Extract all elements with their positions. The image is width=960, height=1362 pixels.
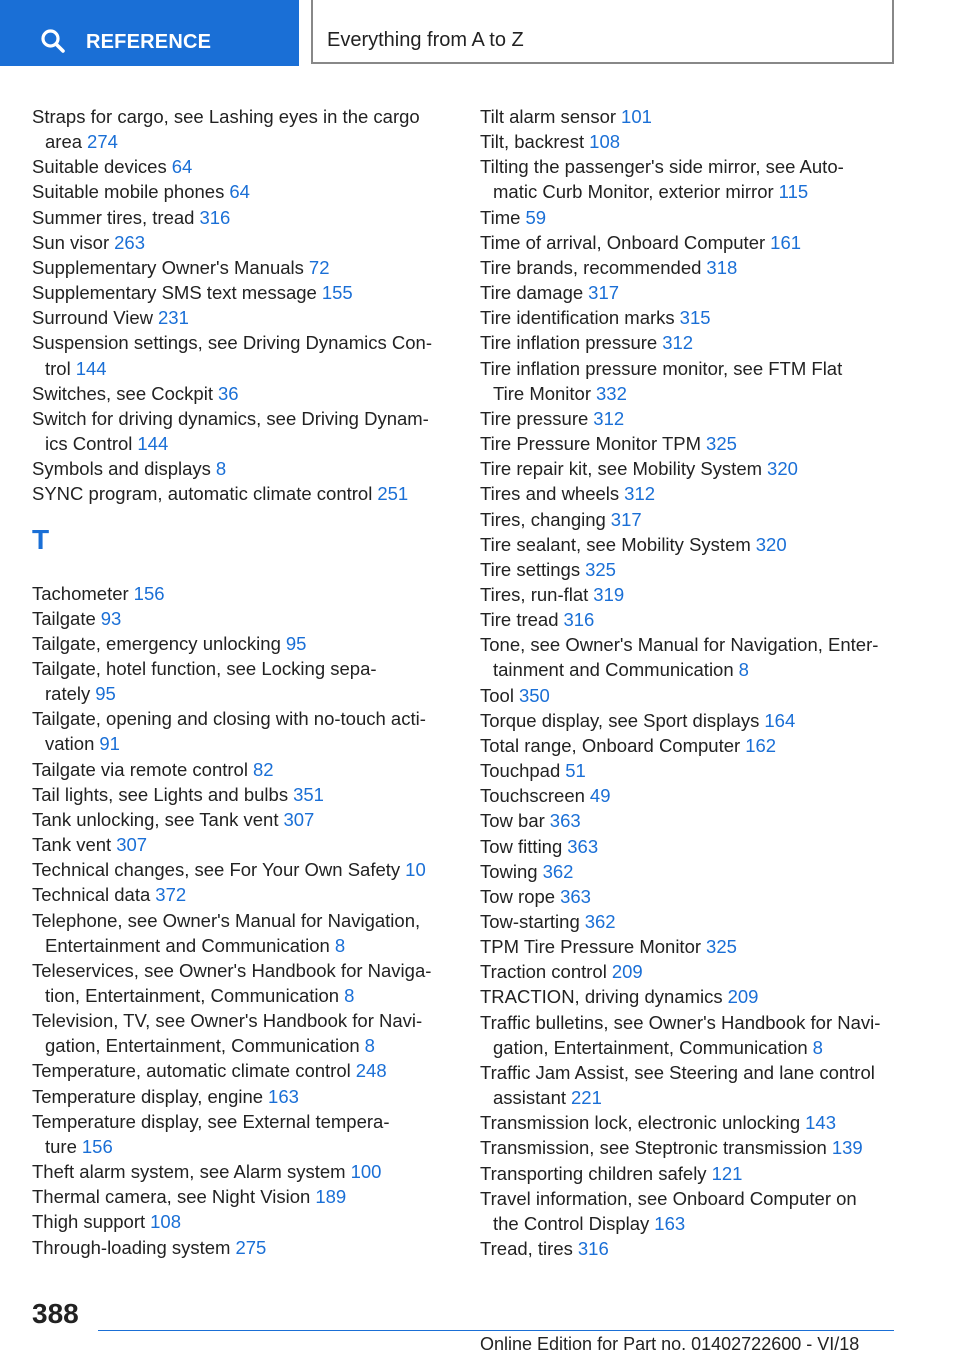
index-entry xyxy=(480,607,910,632)
index-entry-text: Supplementary Owner's Manuals xyxy=(32,256,304,278)
index-entry-text: Temperature display, engine xyxy=(32,1085,264,1107)
index-entry xyxy=(32,782,452,807)
index-entry-text: Tire damage xyxy=(480,282,584,304)
index-entry xyxy=(32,330,452,380)
index-entry-text: Torque display, see Sport displays xyxy=(480,709,760,731)
index-entry-text: Thermal camera, see Night Vision xyxy=(32,1186,311,1208)
index-entry xyxy=(32,1159,452,1184)
index-entry xyxy=(32,857,452,882)
index-entry xyxy=(32,908,452,958)
index-entry-text: Theft alarm system, see Alarm system xyxy=(32,1161,346,1183)
index-entry-text: Tailgate, hotel function, see Locking sepa- xyxy=(32,657,377,679)
index-entry-text: Tire sealant, see Mobility System xyxy=(480,533,751,555)
index-entry-text: Tailgate, opening and closing with no-touch acti- xyxy=(32,708,426,730)
page-link[interactable]: 100 xyxy=(350,1161,382,1183)
index-entry xyxy=(32,205,452,230)
page-link[interactable]: 363 xyxy=(560,885,591,907)
index-entry-text: Tow-starting xyxy=(480,911,580,932)
index-entry-text: SYNC program, automatic climate control xyxy=(32,483,373,505)
index-entry-text: Tires, run-flat xyxy=(480,583,589,605)
index-entry xyxy=(480,1161,910,1186)
page-link[interactable]: 362 xyxy=(584,911,616,932)
index-entry xyxy=(32,1235,452,1260)
page-link[interactable]: 156 xyxy=(81,1135,113,1157)
index-entry xyxy=(480,683,910,708)
page-link[interactable]: 263 xyxy=(114,231,145,253)
index-entry-text: Suitable mobile phones xyxy=(32,181,225,203)
page-link[interactable]: 144 xyxy=(75,357,107,379)
index-entry-continuation: ture xyxy=(45,1135,77,1157)
index-entry xyxy=(480,507,910,532)
page-link[interactable]: 144 xyxy=(137,433,169,455)
page-link[interactable]: 325 xyxy=(706,433,737,455)
index-entry xyxy=(480,708,910,733)
page-link[interactable]: 95 xyxy=(95,683,116,705)
index-entry-text: Tilt, backrest xyxy=(480,131,585,153)
index-entry xyxy=(32,706,452,756)
index-entry-text: Tilting the passenger's side mirror, see Auto- xyxy=(480,156,844,178)
index-entry-text: Tool xyxy=(480,684,514,706)
page-link[interactable]: 8 xyxy=(215,458,227,480)
page-link[interactable]: 307 xyxy=(116,834,148,856)
index-entry-text: Travel information, see Onboard Computer on xyxy=(480,1187,857,1209)
index-entry xyxy=(480,129,910,154)
reference-tab-label: REFERENCE xyxy=(86,31,212,53)
page-link[interactable]: 350 xyxy=(518,684,550,706)
index-entry-text: Tailgate xyxy=(32,607,96,629)
page-link[interactable]: 315 xyxy=(679,307,711,329)
index-entry-text: Tow bar xyxy=(480,810,545,832)
index-entry xyxy=(480,154,910,204)
index-entry xyxy=(480,1010,910,1060)
page-link[interactable]: 209 xyxy=(611,961,643,983)
index-entry xyxy=(32,656,452,706)
index-entry-text: Tires and wheels xyxy=(480,483,620,505)
page-link[interactable]: 8 xyxy=(364,1035,375,1057)
index-entry-text: Tailgate, emergency unlocking xyxy=(32,632,281,654)
page-link[interactable]: 362 xyxy=(542,860,574,882)
index-entry xyxy=(480,1110,910,1135)
index-entry xyxy=(32,280,452,305)
index-entry xyxy=(480,1060,910,1110)
index-entry-text: Summer tires, tread xyxy=(32,206,195,228)
page-link[interactable]: 59 xyxy=(525,206,547,228)
index-entry xyxy=(32,381,452,406)
page-link[interactable]: 325 xyxy=(585,558,616,580)
index-entry-continuation: tion, Entertainment, Communication xyxy=(45,985,340,1006)
index-entry-text: Tow rope xyxy=(480,885,556,907)
index-entry-continuation: area xyxy=(45,131,83,153)
page-link[interactable]: 49 xyxy=(589,785,611,807)
page-link[interactable]: 312 xyxy=(662,332,694,354)
index-entry xyxy=(480,280,910,305)
page-link[interactable]: 95 xyxy=(285,632,307,654)
index-entry xyxy=(32,1109,452,1159)
page-link[interactable]: 108 xyxy=(589,131,621,153)
page-link[interactable]: 312 xyxy=(624,483,656,505)
page-link[interactable]: 274 xyxy=(87,131,118,153)
index-entry-continuation: vation xyxy=(45,733,95,755)
section-tab[interactable] xyxy=(311,0,894,64)
page-link[interactable]: 325 xyxy=(706,936,737,958)
page-link[interactable]: 363 xyxy=(567,835,599,857)
index-entry-continuation: ics Control xyxy=(45,433,133,455)
index-entry-text: Traffic bulletins, see Owner's Handbook for Navi- xyxy=(480,1011,881,1033)
index-entry-continuation: matic Curb Monitor, exterior mirror xyxy=(493,181,774,203)
page-link[interactable]: 51 xyxy=(565,760,586,782)
page-link[interactable]: 8 xyxy=(344,985,355,1006)
index-entry-text: Tread, tires xyxy=(480,1238,573,1260)
index-entry-continuation: Tire Monitor xyxy=(493,382,592,404)
index-entry xyxy=(480,481,910,506)
page-link[interactable]: 312 xyxy=(593,407,625,429)
page-link[interactable]: 189 xyxy=(315,1186,347,1208)
page-link[interactable]: 156 xyxy=(133,582,165,604)
page-link[interactable]: 161 xyxy=(770,231,802,253)
index-entry xyxy=(32,958,452,1008)
page-link[interactable]: 307 xyxy=(283,808,315,830)
reference-tab[interactable] xyxy=(0,0,299,66)
index-entry-text: Tire settings xyxy=(480,558,581,580)
index-entry xyxy=(480,884,910,909)
index-entry-text: Tires, changing xyxy=(480,508,606,530)
page-link[interactable]: 163 xyxy=(654,1212,686,1234)
index-entry xyxy=(480,582,910,607)
index-entry xyxy=(32,1008,452,1058)
index-entry xyxy=(480,909,910,934)
index-entry-text: Tire brands, recommended xyxy=(480,256,702,278)
index-entry-text: Time xyxy=(480,206,521,228)
page-link[interactable]: 316 xyxy=(199,206,231,228)
page-link[interactable]: 317 xyxy=(610,508,642,530)
index-entry-text: Tank vent xyxy=(32,834,112,856)
index-entry xyxy=(480,104,910,129)
index-entry-text: Switch for driving dynamics, see Driving Dynam- xyxy=(32,407,429,429)
page-link[interactable]: 316 xyxy=(563,609,595,631)
page-link[interactable]: 317 xyxy=(588,282,620,304)
page-link[interactable]: 36 xyxy=(217,382,239,404)
page-link[interactable]: 101 xyxy=(621,106,652,127)
index-entry-text: Technical changes, see For Your Own Safety xyxy=(32,859,401,881)
index-entry xyxy=(480,305,910,330)
page-link[interactable]: 363 xyxy=(549,810,581,832)
index-entry xyxy=(32,154,452,179)
index-entry-text: Traffic Jam Assist, see Steering and lane control xyxy=(480,1061,875,1083)
index-entry-text: Surround View xyxy=(32,307,154,329)
index-entry xyxy=(480,532,910,557)
index-entry-text: Suspension settings, see Driving Dynamics Con- xyxy=(32,332,432,354)
edition-footer: Online Edition for Part no. 01402722600 - VI/18 xyxy=(480,1334,860,1354)
index-entry xyxy=(480,330,910,355)
index-entry-text: Tilt alarm sensor xyxy=(480,106,617,127)
index-entry xyxy=(32,832,452,857)
index-entry-text: Temperature display, see External tempera- xyxy=(32,1110,390,1132)
index-entry xyxy=(32,757,452,782)
index-entry xyxy=(480,356,910,406)
page-link[interactable]: 318 xyxy=(706,256,738,278)
index-entry xyxy=(480,632,910,682)
index-entry xyxy=(32,104,452,154)
index-entry-text: Thigh support xyxy=(32,1211,146,1233)
page-link[interactable]: 82 xyxy=(252,758,274,780)
page-link[interactable]: 121 xyxy=(711,1162,743,1184)
index-entry-text: Technical data xyxy=(32,884,151,906)
page-link[interactable]: 231 xyxy=(158,307,189,329)
index-entry-text: Transmission, see Steptronic transmission xyxy=(480,1137,827,1159)
index-entry-text: Teleservices, see Owner's Handbook for Naviga- xyxy=(32,959,432,981)
page-link[interactable]: 155 xyxy=(321,282,353,304)
index-entry-text: Tailgate via remote control xyxy=(32,758,248,780)
index-entry xyxy=(480,406,910,431)
index-entry xyxy=(480,557,910,582)
index-entry xyxy=(480,934,910,959)
index-entry xyxy=(32,456,452,481)
page-link[interactable]: 275 xyxy=(235,1236,267,1258)
page-link[interactable]: 8 xyxy=(738,659,749,681)
index-entry-text: Suitable devices xyxy=(32,156,167,178)
index-entry-continuation: gation, Entertainment, Communication xyxy=(45,1035,360,1057)
index-entry-text: Tank unlocking, see Tank vent xyxy=(32,808,279,830)
index-entry xyxy=(32,481,452,506)
index-entry-text: Television, TV, see Owner's Handbook for Navi- xyxy=(32,1010,423,1032)
index-entry-text: Time of arrival, Onboard Computer xyxy=(480,231,766,253)
index-entry xyxy=(480,758,910,783)
index-entry-text: TRACTION, driving dynamics xyxy=(480,986,723,1008)
page-link[interactable]: 108 xyxy=(150,1211,181,1233)
page-link[interactable]: 72 xyxy=(308,256,330,278)
index-entry-text: Straps for cargo, see Lashing eyes in the cargo xyxy=(32,106,420,127)
index-entry xyxy=(480,984,910,1009)
index-entry xyxy=(32,406,452,456)
index-entry xyxy=(480,1186,910,1236)
index-entry xyxy=(32,1184,452,1209)
index-entry xyxy=(480,834,910,859)
index-entry-text: Tire repair kit, see Mobility System xyxy=(480,458,763,480)
index-column-left xyxy=(32,104,452,1260)
index-entry-text: TPM Tire Pressure Monitor xyxy=(480,936,702,958)
page-link[interactable]: 64 xyxy=(229,181,250,203)
index-entry-continuation: rately xyxy=(45,683,91,705)
index-entry-text: Total range, Onboard Computer xyxy=(480,734,741,756)
page-link[interactable]: 320 xyxy=(767,458,798,480)
index-entry-text: Traction control xyxy=(480,961,607,983)
index-column-right xyxy=(480,104,910,1261)
index-entry xyxy=(480,733,910,758)
page-link[interactable]: 372 xyxy=(155,884,187,906)
index-entry-text: Tachometer xyxy=(32,582,129,604)
page-link[interactable]: 251 xyxy=(377,483,409,505)
index-entry-text: Transmission lock, electronic unlocking xyxy=(480,1112,801,1134)
index-entry-text: Tow fitting xyxy=(480,835,563,857)
index-entry-text: Tire pressure xyxy=(480,407,589,429)
page-link[interactable]: 64 xyxy=(171,156,193,178)
page-link[interactable]: 351 xyxy=(293,783,324,805)
letter-heading: T xyxy=(32,523,50,555)
index-entry xyxy=(32,1209,452,1234)
page-link[interactable]: 8 xyxy=(812,1036,823,1058)
index-entry-text: Temperature, automatic climate control xyxy=(32,1060,351,1082)
index-entry-text: Touchpad xyxy=(480,760,561,782)
index-entry xyxy=(32,581,452,606)
index-entry-text: Tire Pressure Monitor TPM xyxy=(480,433,702,455)
index-entry-text: Sun visor xyxy=(32,231,110,253)
index-entry-text: Tone, see Owner's Manual for Navigation, Enter- xyxy=(480,634,879,656)
section-title: Everything from A to Z xyxy=(327,29,524,51)
index-entry xyxy=(32,305,452,330)
index-entry-text: Supplementary SMS text message xyxy=(32,282,317,304)
page-link[interactable]: 319 xyxy=(593,583,625,605)
index-entry-text: Tire identification marks xyxy=(480,307,675,329)
page-link[interactable]: 91 xyxy=(99,733,120,755)
index-entry xyxy=(480,1135,910,1160)
index-entry xyxy=(480,1236,910,1261)
page-link[interactable]: 163 xyxy=(268,1085,299,1107)
page-link[interactable]: 162 xyxy=(745,734,777,756)
index-entry-text: Transporting children safely xyxy=(480,1162,707,1184)
page-link[interactable]: 143 xyxy=(805,1112,836,1134)
page-link[interactable]: 248 xyxy=(355,1060,387,1082)
index-entry xyxy=(32,606,452,631)
page-link[interactable]: 209 xyxy=(727,986,759,1008)
index-entry xyxy=(32,882,452,907)
page-link[interactable]: 115 xyxy=(778,181,809,203)
index-entry-continuation: tainment and Communication xyxy=(493,659,734,681)
index-entry-text: Switches, see Cockpit xyxy=(32,382,213,404)
page-link[interactable]: 10 xyxy=(405,859,426,881)
index-entry-text: Telephone, see Owner's Manual for Navigation, xyxy=(32,909,421,931)
page-link[interactable]: 320 xyxy=(755,533,787,555)
index-entry xyxy=(32,1058,452,1083)
index-entry xyxy=(32,631,452,656)
index-entry-continuation: the Control Display xyxy=(493,1212,650,1234)
index-entry-continuation: trol xyxy=(45,357,71,379)
index-entry-text: Tire inflation pressure monitor, see FTM Flat xyxy=(480,357,843,379)
index-entry xyxy=(480,959,910,984)
page-link[interactable]: 8 xyxy=(334,934,346,956)
index-entry xyxy=(480,808,910,833)
page-link[interactable]: 316 xyxy=(577,1238,609,1260)
index-entry xyxy=(32,255,452,280)
index-entry xyxy=(480,456,910,481)
page-link[interactable]: 221 xyxy=(571,1087,602,1109)
search-icon xyxy=(40,28,66,54)
page-link[interactable]: 139 xyxy=(831,1137,863,1159)
index-entry-continuation: assistant xyxy=(493,1087,567,1109)
footer-divider xyxy=(98,1330,894,1331)
index-entry-text: Through-loading system xyxy=(32,1236,231,1258)
index-entry xyxy=(32,179,452,204)
index-entry-text: Symbols and displays xyxy=(32,458,211,480)
index-entry-continuation: gation, Entertainment, Communication xyxy=(493,1036,808,1058)
index-entry xyxy=(480,230,910,255)
index-entry-text: Towing xyxy=(480,860,538,882)
index-entry xyxy=(480,205,910,230)
index-entry xyxy=(32,230,452,255)
index-entry-text: Tail lights, see Lights and bulbs xyxy=(32,783,289,805)
page-link[interactable]: 93 xyxy=(100,607,122,629)
page-link[interactable]: 332 xyxy=(596,382,627,404)
index-entry xyxy=(480,255,910,280)
index-entry-text: Tire inflation pressure xyxy=(480,332,658,354)
index-entry-continuation: Entertainment and Communication xyxy=(45,934,330,956)
page-link[interactable]: 164 xyxy=(764,709,796,731)
index-entry xyxy=(32,807,452,832)
index-entry xyxy=(480,783,910,808)
index-entry xyxy=(480,859,910,884)
index-entry-text: Tire tread xyxy=(480,609,559,631)
page-number: 388 xyxy=(32,1298,79,1329)
index-entry xyxy=(32,1084,452,1109)
index-entry xyxy=(480,431,910,456)
index-entry-text: Touchscreen xyxy=(480,785,585,807)
